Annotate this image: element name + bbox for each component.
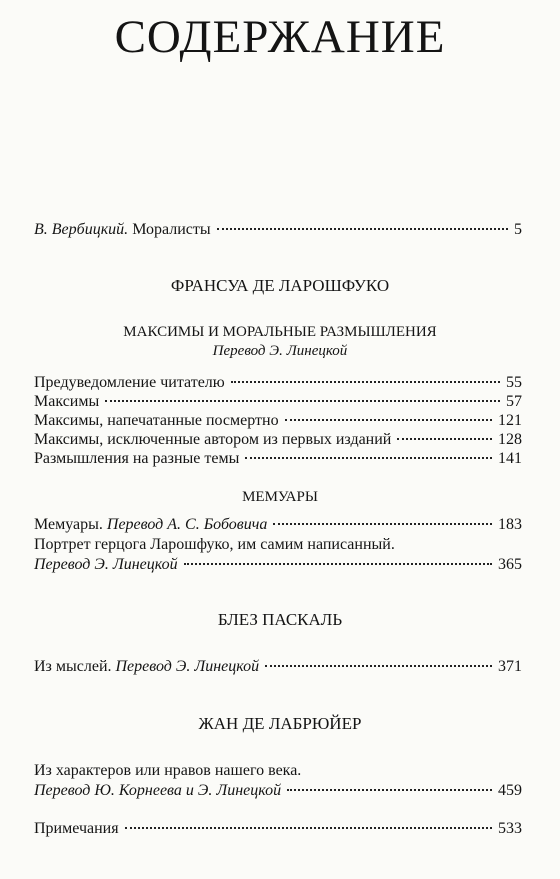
- page-number: 183: [498, 516, 522, 533]
- toc-entry-intro[interactable]: [34, 220, 522, 240]
- entry-title: Размышления на разные темы: [34, 450, 240, 467]
- leader-dots: [231, 381, 500, 383]
- entry-author: В. Вербицкий.: [34, 221, 129, 238]
- leader-dots: [287, 789, 492, 791]
- page-number: 533: [498, 820, 522, 837]
- entry-title: Моралисты: [128, 221, 211, 238]
- page-title: СОДЕРЖАНИЕ: [114, 11, 446, 63]
- entry-translator: Перевод Э. Линецкой: [34, 556, 178, 573]
- leader-dots: [265, 665, 492, 667]
- page-number: 371: [498, 658, 522, 675]
- part-heading-maxims: МАКСИМЫ И МОРАЛЬНЫЕ РАЗМЫШЛЕНИЯ: [123, 324, 437, 340]
- entry-title: Из мыслей.: [34, 658, 116, 675]
- entry-title: Максимы, исключенные автором из первых изданий: [34, 431, 392, 448]
- entry-translator: Перевод А. С. Бобовича: [106, 516, 268, 533]
- part-heading-memoirs: МЕМУАРЫ: [242, 489, 318, 505]
- section-heading-labruyere: ЖАН ДЕ ЛАБРЮЙЕР: [198, 714, 362, 733]
- entry-translator: Перевод Э. Линецкой: [115, 658, 260, 675]
- page-number: 141: [498, 450, 522, 467]
- leader-dots: [245, 457, 492, 459]
- entry-translator: Перевод Ю. Корнеева и Э. Линецкой: [34, 782, 282, 799]
- entry-title-portrait[interactable]: Портрет герцога Ларошфуко, им самим написанный.: [34, 536, 395, 553]
- leader-dots: [105, 400, 500, 402]
- page-number: 55: [506, 374, 522, 391]
- page-number: 365: [498, 556, 522, 573]
- toc-entry[interactable]: [34, 430, 522, 450]
- toc-entry[interactable]: [34, 392, 522, 412]
- page-number: 128: [498, 431, 522, 448]
- page-number: 459: [498, 782, 522, 799]
- leader-dots: [125, 827, 492, 829]
- entry-text: [34, 657, 259, 677]
- page-number: 5: [514, 221, 522, 238]
- leader-dots: [184, 563, 492, 565]
- leader-dots: [273, 523, 492, 525]
- page-number: 121: [498, 412, 522, 429]
- toc-entry-labruyere[interactable]: [34, 781, 522, 801]
- entry-text: [34, 220, 211, 240]
- section-heading-larochefoucauld: ФРАНСУА ДЕ ЛАРОШФУКО: [170, 276, 390, 295]
- entry-title: Максимы, напечатанные посмертно: [34, 412, 279, 429]
- page-number: 57: [506, 393, 522, 410]
- leader-dots: [397, 438, 492, 440]
- toc-entry-portrait[interactable]: [34, 555, 522, 575]
- toc-entry[interactable]: [34, 373, 522, 393]
- toc-entry[interactable]: [34, 411, 522, 431]
- entry-title: Примечания: [34, 820, 119, 837]
- toc-entry-notes[interactable]: [34, 819, 522, 839]
- toc-entry[interactable]: [34, 449, 522, 469]
- toc-entry-pascal[interactable]: [34, 657, 522, 677]
- toc-entry-memoirs[interactable]: [34, 515, 522, 535]
- entry-text: [34, 515, 267, 535]
- leader-dots: [217, 228, 508, 230]
- entry-title: Максимы: [34, 393, 100, 410]
- leader-dots: [285, 419, 492, 421]
- part-translator: Перевод Э. Линецкой: [212, 343, 348, 359]
- entry-title: Предуведомление читателю: [34, 374, 225, 391]
- entry-title: Мемуары.: [34, 516, 107, 533]
- entry-title-characters[interactable]: Из характеров или нравов нашего века.: [34, 762, 302, 779]
- section-heading-pascal: БЛЕЗ ПАСКАЛЬ: [217, 610, 343, 629]
